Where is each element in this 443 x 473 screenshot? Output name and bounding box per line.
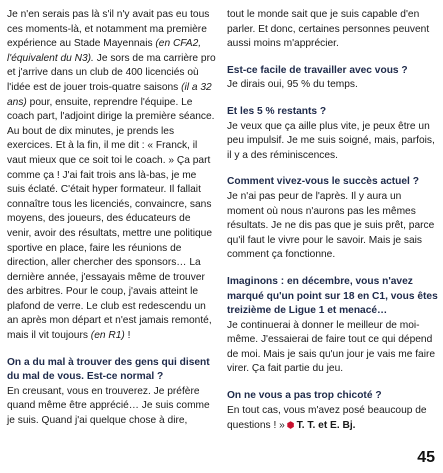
author-signature: T. T. et E. Bj. xyxy=(296,420,356,432)
question-2: Est-ce facile de travailler avec vous ? xyxy=(227,64,408,76)
intro-text-4: ! xyxy=(124,330,131,342)
question-6: On ne vous a pas trop chicoté ? xyxy=(227,390,382,402)
answer-6 xyxy=(227,404,439,434)
question-4: Comment vivez-vous le succès actuel ? xyxy=(227,176,419,188)
intro-text-1: Je n'en serais pas là s'il n'y avait pas eu tous ces moments-là, et notamment ma première expérience au Stade Mayennais xyxy=(7,9,210,50)
left-column xyxy=(7,8,217,429)
intro-aside-3: (en R1) xyxy=(90,330,125,342)
intro-text-3: pour, ensuite, reprendre l'équipe. Le coach part, l'adjoint dirige la première séance. Au bout de dix minutes, je prends les exercices. Et à la fin, il me dit : « Franck, il vaut mieux que ce soit toi le coach. » Ça part comme ça ! J'ai fait trois ans là-bas, je me suis éclaté. C'était hyper formateur. Il fallait connaître tous les licenciés, convaincre, sans moyens, des joueurs, des éducateurs de venir, avoir des résultats, mettre une politique sportive en place, faire les réunions de direction, aller chercher des sponsors… La dernière année, j'essayais même de trouver des arbitres. Pour le coup, j'avais atteint le plafond de verre. Le club est redescendu un an après mon départ et n'est jamais remonté, mais il vit toujours xyxy=(7,96,215,342)
answer-1-continued: tout le monde sait que je suis capable d'en parler. Et donc, certaines personnes peuvent aussi moins m'apprécier. xyxy=(227,9,430,50)
right-column xyxy=(227,8,439,434)
intro-text-2: Je sors de ma carrière pro et j'arrive dans un club de 400 licenciés où l'idée est de jouer trois-quatre saisons xyxy=(7,52,216,93)
answer-3: Je veux que ça aille plus vite, je peux être un peu impulsif. Je me suis soigné, mais, parfois, il y a des réminiscences. xyxy=(227,120,435,161)
question-1: On a du mal à trouver des gens qui disent du mal de vous. Est-ce normal ? xyxy=(7,356,210,383)
page-number: 45 xyxy=(417,449,435,466)
answer-1: En creusant, vous en trouverez. Je préfère quand même être apprécié… Je suis comme je suis. Quand j'ai quelque chose à dire, xyxy=(7,385,210,427)
answer-6-text: En tout cas, vous m'avez posé beaucoup de questions ! » xyxy=(227,404,427,432)
intro-aside-1: (en CFA2, l'équivalent du N3). xyxy=(7,38,202,64)
intro-aside-2: (il a 32 ans) xyxy=(7,81,212,108)
answer-2: Je dirais oui, 95 % du temps. xyxy=(227,79,358,91)
question-5: Imaginons : en décembre, vous n'avez marqué qu'un point sur 18 en C1, vous êtes treizième de Ligue 1 et menacé… xyxy=(227,275,438,317)
answer-5: Je continuerai à donner le meilleur de moi-même. J'essaierai de faire tout ce qui dépend de moi. Mais je sais qu'un jour je vais me faire virer. Ça fait partie du jeu. xyxy=(227,319,436,375)
end-mark-icon: ⬢ xyxy=(286,420,295,431)
answer-4: Je n'ai pas peur de l'après. Il y aura un moment où nous n'aurons pas les mêmes résultats. Je ne dis pas que je suis prêt, parce qu'il faut le vivre pour le savoir. Mais je sais comment ça fonctionne. xyxy=(227,190,435,261)
question-3: Et les 5 % restants ? xyxy=(227,105,327,117)
intro-paragraph xyxy=(7,8,217,344)
